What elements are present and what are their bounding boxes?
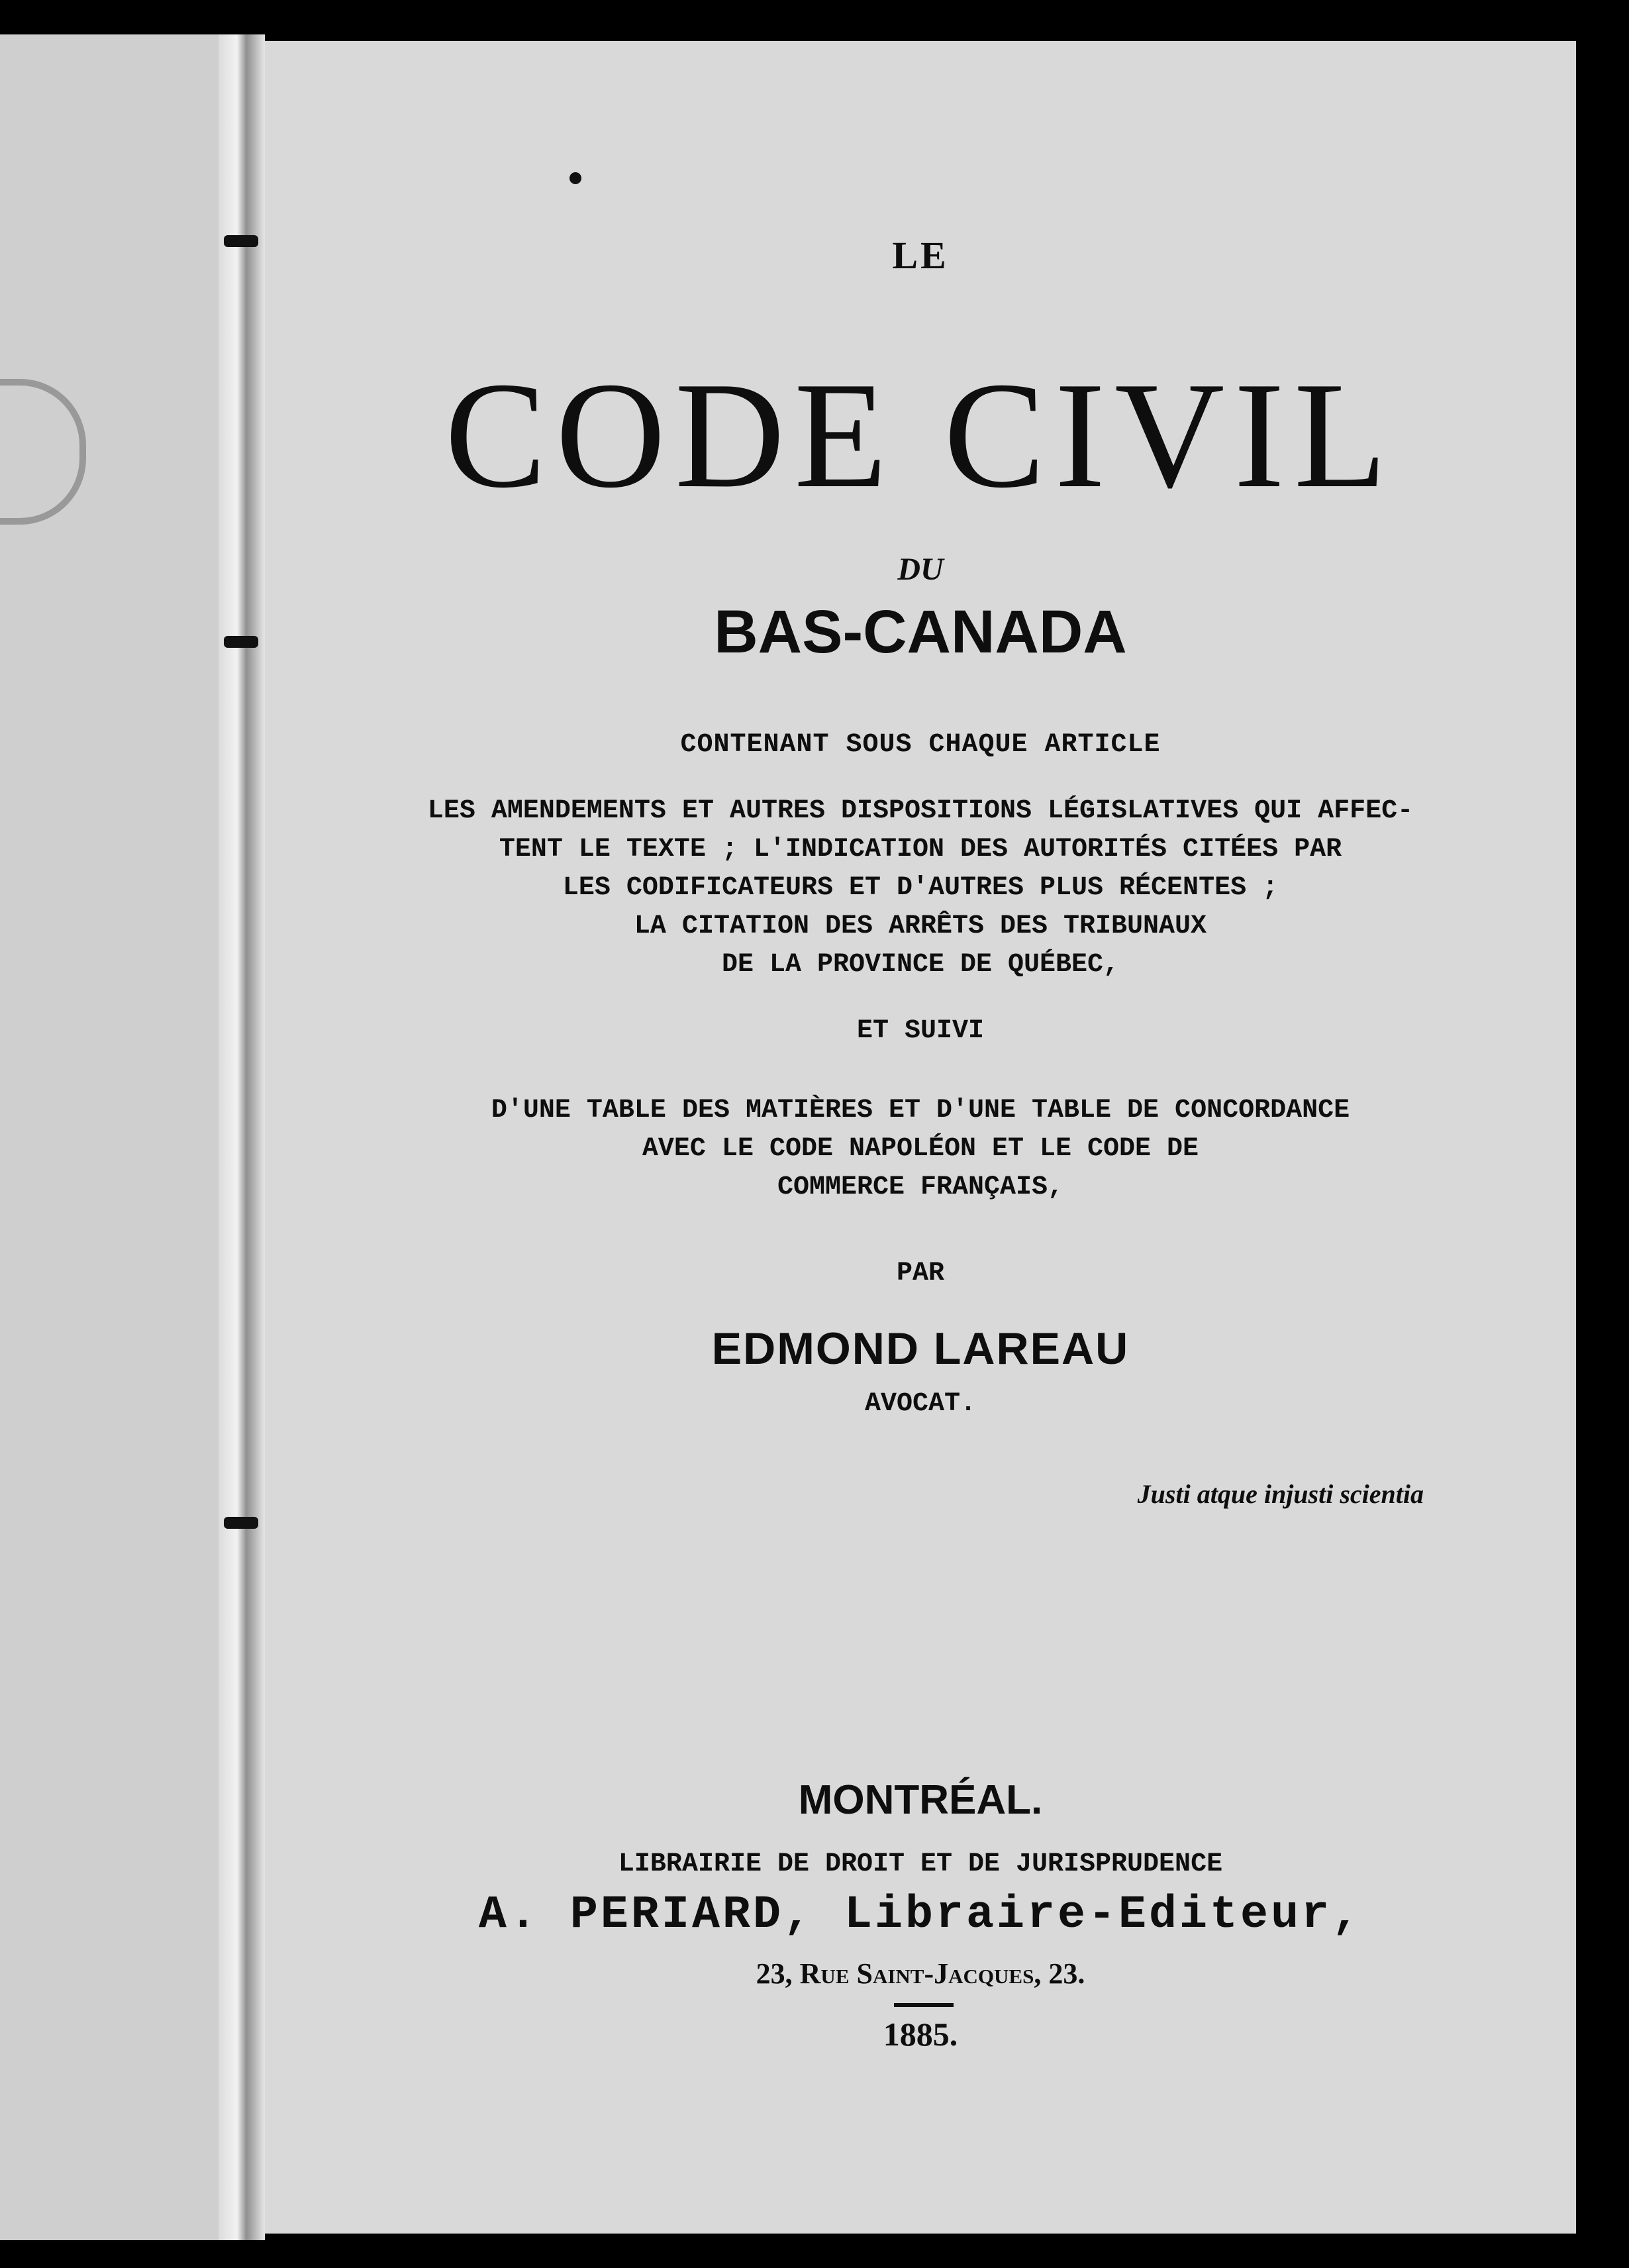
title-page-content: [265, 41, 1576, 2234]
contents-intro: CONTENANT SOUS CHAQUE ARTICLE: [680, 730, 1161, 760]
description-line: TENT LE TEXTE ; L'INDICATION DES AUTORITÉS CITÉES PAR: [499, 835, 1342, 864]
publisher-address: 23, Rue Saint-Jacques, 23.: [756, 1957, 1085, 1990]
table-description-line: D'UNE TABLE DES MATIÈRES ET D'UNE TABLE DE CONCORDANCE: [491, 1096, 1350, 1125]
left-page-bleed-through: [0, 379, 86, 525]
region-title: BAS-CANADA: [714, 598, 1127, 666]
followed-by: ET SUIVI: [856, 1016, 985, 1046]
publication-city: MONTRÉAL.: [798, 1777, 1043, 1823]
publisher-name: A. PERIARD, Libraire-Editeur,: [478, 1889, 1363, 1941]
ink-spot: [569, 172, 581, 184]
publication-year: 1885.: [883, 2016, 958, 2053]
author-name: EDMOND LAREAU: [711, 1323, 1130, 1374]
binding-stitch: [224, 636, 258, 648]
title-page: [265, 41, 1576, 2234]
book-binding: [219, 34, 265, 2240]
description-line: LES AMENDEMENTS ET AUTRES DISPOSITIONS LÉGISLATIVES QUI AFFEC-: [427, 796, 1414, 826]
divider-rule: [894, 2003, 954, 2007]
author-title: AVOCAT.: [864, 1389, 977, 1419]
title-article: LE: [892, 234, 949, 277]
table-description-line: AVEC LE CODE NAPOLÉON ET LE CODE DE: [642, 1134, 1199, 1164]
description-line: DE LA PROVINCE DE QUÉBEC,: [721, 950, 1120, 980]
title-preposition: DU: [897, 552, 944, 587]
description-line: LA CITATION DES ARRÊTS DES TRIBUNAUX: [634, 911, 1207, 941]
description-line: LES CODIFICATEURS ET D'AUTRES PLUS RÉCENTES ;: [562, 873, 1279, 903]
table-description-line: COMMERCE FRANÇAIS,: [777, 1172, 1064, 1202]
by-label: PAR: [896, 1259, 944, 1288]
binding-stitch: [224, 235, 258, 247]
library-name: LIBRAIRIE DE DROIT ET DE JURISPRUDENCE: [618, 1849, 1223, 1879]
left-page-edge: [0, 34, 232, 2240]
main-title: CODE CIVIL: [444, 350, 1397, 519]
binding-stitch: [224, 1517, 258, 1529]
motto: Justi atque injusti scientia: [1137, 1479, 1424, 1509]
